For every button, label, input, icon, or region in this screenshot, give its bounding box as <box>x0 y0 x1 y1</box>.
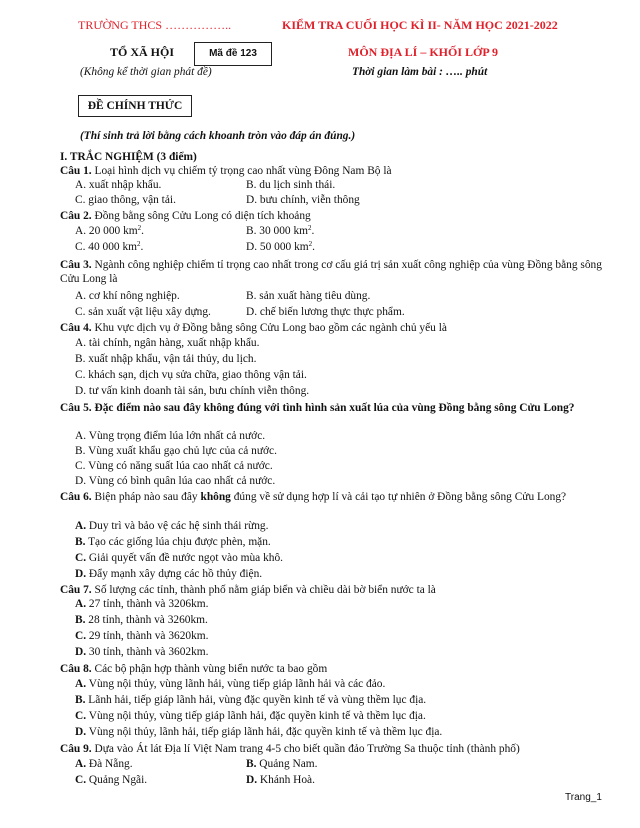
option-letter: D. <box>75 726 87 738</box>
option-text: 29 tỉnh, thành và 3620km. <box>86 630 209 642</box>
option-letter: D. <box>75 646 87 658</box>
option-d[interactable]: D. bưu chính, viễn thông <box>246 194 360 206</box>
option-text: 27 tỉnh, thành và 3206km. <box>86 598 209 610</box>
period: . <box>141 225 145 237</box>
question-5: Câu 5. Đặc điểm nào sau đây không đúng với tình hình sản xuất lúa của vùng Đồng bằng sông Cửu Long? <box>60 402 575 414</box>
option-text: Lãnh hải, tiếp giáp lãnh hải, vùng đặc quyền kinh tế và vùng thềm lục địa. <box>85 694 427 706</box>
option-b[interactable]: B. du lịch sinh thái. <box>246 179 336 191</box>
official-box <box>78 95 192 117</box>
option-text: B. 30 000 km <box>246 225 309 237</box>
option-d[interactable] <box>246 774 315 786</box>
option-text: 28 tỉnh, thành và 3260km. <box>85 614 208 626</box>
option-text: Vùng nội thủy, lãnh hải, tiếp giáp lãnh hải, đặc quyền kinh tế và thềm lục địa. <box>86 726 443 738</box>
question-7 <box>60 583 605 597</box>
option-a[interactable] <box>75 225 144 237</box>
option-letter: C. <box>75 710 87 722</box>
exam-code: Mã đề 123 <box>209 48 257 59</box>
question-text: Biện pháp nào sau đây <box>91 491 201 503</box>
question-text: Khu vực dịch vụ ở Đồng bằng sông Cửu Long bao gồm các ngành chủ yếu là <box>91 322 447 334</box>
option-d[interactable]: D. tư vấn kinh doanh tài sản, bưu chính viễn thông. <box>75 385 310 397</box>
instruction: (Thí sinh trả lời bằng cách khoanh tròn vào đáp án đúng.) <box>80 130 356 142</box>
option-c[interactable] <box>75 710 426 722</box>
option-c[interactable]: C. giao thông, vận tải. <box>75 194 176 206</box>
superscript: 2 <box>137 224 142 232</box>
question-1 <box>60 164 605 178</box>
question-label: Câu 2. <box>60 210 92 222</box>
option-c[interactable] <box>75 241 143 253</box>
option-a[interactable] <box>75 678 385 690</box>
option-text: Đẩy mạnh xây dựng các hồ thủy điện. <box>86 568 263 580</box>
option-b[interactable] <box>75 614 208 626</box>
question-6 <box>60 490 605 504</box>
option-d[interactable] <box>75 568 262 580</box>
option-text: Vùng nội thủy, vùng tiếp giáp lãnh hải, đặc quyền kinh tế và thềm lục địa. <box>86 710 426 722</box>
question-text: Ngành công nghiệp chiếm tỉ trọng cao nhất trong cơ cấu giá trị sản xuất công nghiệp của vùng Đồng bằng sông Cửu Long là <box>60 259 602 286</box>
department: TỔ XÃ HỘI <box>110 45 175 59</box>
option-d[interactable] <box>75 726 442 738</box>
option-letter: A. <box>75 758 87 770</box>
option-b[interactable] <box>75 536 271 548</box>
option-text: 30 tỉnh, thành và 3602km. <box>86 646 209 658</box>
option-letter: C. <box>75 774 87 786</box>
period: . <box>312 241 316 253</box>
option-letter: C. <box>75 552 87 564</box>
option-text: Quảng Nam. <box>256 758 318 770</box>
question-3 <box>60 258 605 287</box>
question-text: đúng về sử dụng hợp lí và cải tạo tự nhiên ở Đồng bằng sông Cửu Long? <box>230 491 567 503</box>
period: . <box>311 225 315 237</box>
option-text: Duy trì và bảo vệ các hệ sinh thái rừng. <box>86 520 269 532</box>
option-b[interactable]: B. xuất nhập khẩu, vận tải thủy, du lịch. <box>75 353 257 365</box>
option-letter: D. <box>246 774 258 786</box>
option-d[interactable] <box>75 646 209 658</box>
option-text: Quảng Ngãi. <box>86 774 148 786</box>
option-text: Khánh Hoà. <box>257 774 315 786</box>
time-allowed: Thời gian làm bài : ….. phút <box>352 66 488 78</box>
option-c[interactable] <box>75 774 147 786</box>
option-d[interactable] <box>246 241 315 253</box>
question-text: Các bộ phận hợp thành vùng biển nước ta bao gồm <box>91 663 328 675</box>
section-title: I. TRẮC NGHIỆM (3 điểm) <box>60 151 197 163</box>
question-2 <box>60 209 605 223</box>
exam-title: KIỂM TRA CUỐI HỌC KÌ II- NĂM HỌC 2021-2022 <box>282 18 558 32</box>
option-b[interactable]: B. sản xuất hàng tiêu dùng. <box>246 290 371 302</box>
option-a[interactable]: A. cơ khí nông nghiệp. <box>75 290 180 302</box>
question-label: Câu 8. <box>60 663 92 675</box>
question-4 <box>60 321 605 335</box>
option-letter: A. <box>75 678 87 690</box>
option-text: Đà Nẵng. <box>86 758 133 770</box>
option-letter: D. <box>75 568 87 580</box>
question-label: Câu 4. <box>60 322 92 334</box>
option-letter: C. <box>75 630 87 642</box>
option-a[interactable]: A. Vùng trọng điểm lúa lớn nhất cả nước. <box>75 430 266 442</box>
option-a[interactable]: A. xuất nhập khẩu. <box>75 179 162 191</box>
question-text: Số lượng các tỉnh, thành phố nằm giáp biển và chiều dài bờ biển nước ta là <box>91 584 436 596</box>
emphasis-not: không <box>200 491 231 503</box>
time-note: (Không kể thời gian phát đề) <box>80 66 212 78</box>
option-letter: A. <box>75 520 87 532</box>
option-b[interactable] <box>246 758 318 770</box>
question-text: Đồng bằng sông Cửu Long có diện tích khoảng <box>91 210 311 222</box>
option-letter: B. <box>246 758 257 770</box>
question-text: Dựa vào Át lát Địa lí Việt Nam trang 4-5 cho biết quần đảo Trường Sa thuộc tỉnh (thành phố) <box>91 743 520 755</box>
question-label: Câu 6. <box>60 491 92 503</box>
option-a[interactable] <box>75 520 268 532</box>
official-label: ĐỀ CHÍNH THỨC <box>87 100 183 112</box>
option-text: Vùng nội thủy, vùng lãnh hải, vùng tiếp giáp lãnh hải và các đảo. <box>86 678 386 690</box>
question-9 <box>60 742 605 756</box>
option-d[interactable]: D. Vùng có bình quân lúa cao nhất cả nước. <box>75 475 276 487</box>
option-letter: B. <box>75 694 86 706</box>
option-text: A. 20 000 km <box>75 225 138 237</box>
option-a[interactable]: A. tài chính, ngân hàng, xuất nhập khẩu. <box>75 337 260 349</box>
question-8 <box>60 662 605 676</box>
question-label: Câu 9. <box>60 743 92 755</box>
option-text: Tạo các giống lúa chịu được phèn, mặn. <box>85 536 271 548</box>
option-b[interactable] <box>75 694 426 706</box>
option-letter: B. <box>75 536 86 548</box>
option-d[interactable]: D. chế biến lương thực thực phẩm. <box>246 306 405 318</box>
page-number: Trang_1 <box>565 792 602 803</box>
option-a[interactable] <box>75 758 133 770</box>
option-c[interactable] <box>75 552 283 564</box>
option-c[interactable]: C. Vùng có năng suất lúa cao nhất cả nước. <box>75 460 273 472</box>
option-letter: A. <box>75 598 87 610</box>
option-c[interactable]: C. sản xuất vật liệu xây dựng. <box>75 306 211 318</box>
question-label: Câu 7. <box>60 584 92 596</box>
period: . <box>140 241 144 253</box>
question-text: Loại hình dịch vụ chiếm tỷ trọng cao nhất vùng Đông Nam Bộ là <box>91 165 392 177</box>
option-text: C. 40 000 km <box>75 241 138 253</box>
option-c[interactable] <box>75 630 209 642</box>
superscript: 2 <box>308 224 312 232</box>
question-label: Câu 1. <box>60 165 92 177</box>
option-b[interactable]: B. Vùng xuất khẩu gạo chủ lực của cả nước. <box>75 445 277 457</box>
exam-code-box <box>194 42 272 66</box>
option-b[interactable] <box>246 225 314 237</box>
option-text: D. 50 000 km <box>246 241 309 253</box>
subject: MÔN ĐỊA LÍ – KHỐI LỚP 9 <box>348 45 499 59</box>
superscript: 2 <box>308 240 313 248</box>
option-c[interactable]: C. khách sạn, dịch vụ sửa chữa, giao thông vận tải. <box>75 369 307 381</box>
question-label: Câu 3. <box>60 259 92 271</box>
superscript: 2 <box>137 240 141 248</box>
option-letter: B. <box>75 614 86 626</box>
option-a[interactable] <box>75 598 209 610</box>
option-text: Giải quyết vấn đề nước ngọt vào mùa khô. <box>86 552 284 564</box>
school-name: TRƯỜNG THCS …………….. <box>78 18 232 32</box>
